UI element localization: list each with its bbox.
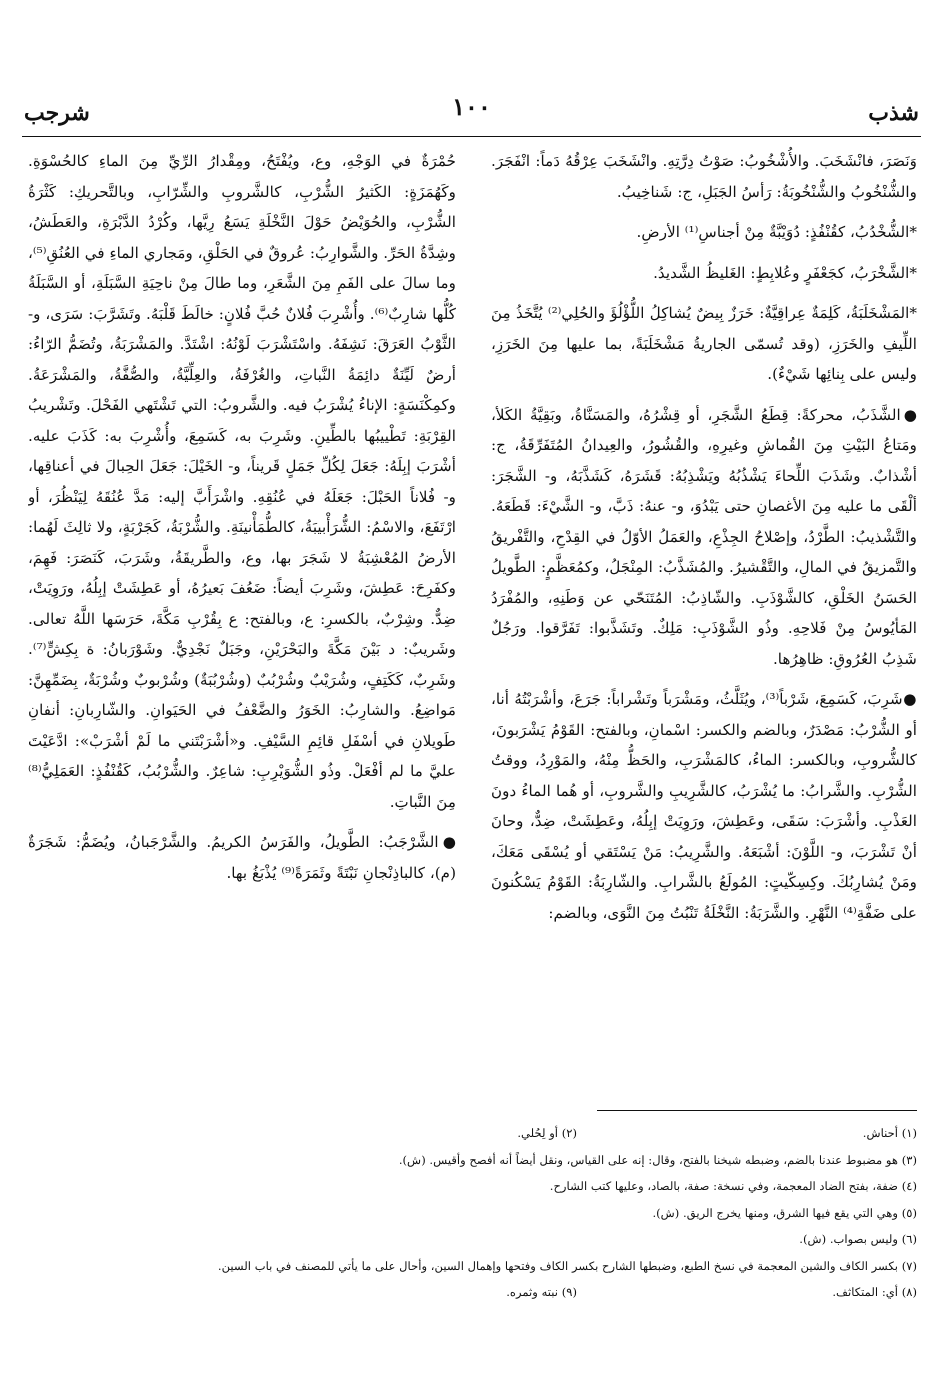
footnote-3: (٣) هو مضبوط عندنا بالضم، وضبطه شيخنا بالفتح، وقال: إنه على القياس، ونقل أيضاً أنه أفصح وأقيس. (ش). xyxy=(398,1152,917,1167)
footnote-5: (٥) وهي التي يقع فيها الشرق، ومنها يخرج الريق. (ش). xyxy=(652,1205,917,1220)
footnote-row xyxy=(30,1200,917,1227)
entry-shakhab: وَنَصَرَ، فانْشَخَبَ. والأُشْخُوبُ: صَوْتُ دِرَّتِهِ. وانْشَخَبَ عِرْقُهُ دَماً: انْفَجَرَ. والشُّنْخُوبُ والشُّنْخُوبَةُ: رَأسُ الجَبَلِ، ج: شَناخِيبُ. xyxy=(491,152,917,201)
header-left-word: شرجب xyxy=(24,100,90,126)
entry-sharjab: ●الشَّرْجَبُ: الطَّويلُ، والفَرَسُ الكريمُ. والشَّرْجَبانُ، ويُضَمُّ: شَجَرَةٌ (م)، كالباذِنْجانِ نَبْتَةً وثَمَرَةً⁽⁹⁾ يُذْبَغُ بها. xyxy=(28,833,456,882)
footnote-1: (١) أحناش. xyxy=(862,1126,917,1140)
page-header xyxy=(22,92,921,137)
header-right-word: شذب xyxy=(868,100,919,126)
page-number: ١٠٠ xyxy=(452,92,491,121)
footnote-row xyxy=(30,1279,917,1306)
entry-shariba: ●شَرِبَ، كَسَمِعَ، شَرْباً⁽³⁾، ويُثَلَّثُ، ومَشْرَباً وتَشْراباً: جَرَعَ، وأشْرَبْتُهُ أنا، أو الشُّرْبُ: مَصْدَرٌ، وبالضم والكسر: اسْمانِ، وبالفتح: القَوْمُ يَشْرَبونَ، كالشُّروبِ، وبالكسر: الماءُ، كالمَشْرَبِ، والحَظُّ مِنْهُ، والمَوْرِدُ، ووقتُ الشُّرْبِ. والشَّرابُ: ما يُشْرَبُ، كالشَّرِيبِ والشَّروبِ، أو هُما الماءُ دونَ العَذْبِ. وأشْرَبَ: سَقَى، وعَطِشَ، ورَوِيَتْ إبِلُهُ، وعَطِشَتْ، ضِدٌّ، وحانَ أنْ تَشْرَبَ، و- اللَّوْنَ: أشْبَعَهُ. والشَّرِيبُ: مَنْ يَسْتَقي أو يُسْقَى مَعَكَ، ومَنْ يُشارِبُكَ. وكِسِكّيتٍ: المُولَعُ بالشَّرابِ. والشّارِبَةُ: القَوْمُ يَسْكُنونَ على ضَفَّةِ⁽⁴⁾ النَّهْرِ. والشَّرَبَةُ: النَّخْلَةُ تَنْبُتُ مِنَ النَّوَى، وبالضم: xyxy=(491,690,917,922)
footnote-4: (٤) ضفة، بفتح الضاد المعجمة، وفي نسخة: صفة، بالصاد، وعليها كتب الشارح. xyxy=(549,1179,917,1193)
entry-shariba-continued: حُمْرَةٌ في الوَجْهِ، وع، ويُفْتَحُ، ومِقْدارُ الرِّيِّ مِنَ الماءِ كالحُسْوَةِ. وكَهُمَزَةٍ: الكَثيرُ الشُّرْبِ، كالشَّروبِ والشِّرّابِ، وبالتَّحريكِ: كَثْرَةُ الشُّرْبِ، والحُوَيْضُ حَوْلَ النَّخْلَةِ يَسَعُ رِيَّها، وكُرْدُ الدَّبْرَةِ، والعَطَشُ، وشِدَّةُ الحَرِّ. والشَّوارِبُ: عُروقٌ في الحَلْقِ، ومَجاري الماءِ في العُنُقِ⁽⁵⁾، وما سالَ على الفَمِ مِنَ الشَّعَرِ، وما طالَ مِنْ ناحِيَةِ السَّبَلَةِ، أو السَّبَلَةُ كُلُّها شارِبٌ⁽⁶⁾. وأُشْرِبَ فُلانٌ حُبَّ فُلانٍ: خالَطَ قَلْبَهُ. وتَشَرَّبَ: سَرَى، و- الثَّوْبُ العَرَقَ: نَشِفَهُ. واسْتَشْرَبَ لَوْنُهُ: اشْتَدَّ. والمَشْرَبَةُ، وتُضَمُّ الرّاءُ: أرضٌ لَيِّنَةٌ دائِمَةُ النَّباتِ، والغُرْفَةُ، والعِلِّيَّةُ، والصُّفَّةُ، والمَشْرَعَةُ. وكمِكْنَسَةٍ: الإناءُ يُشْرَبُ فيه. والشَّروبُ: التي تَشْتَهي الفَحْلَ. وتَشْريبُ القِرْبَةِ: تَطْييبُها بالطِّينِ. وشَرِبَ به، كَسَمِعَ، وأُشْرِبَ به: كَذَبَ عليه. أشْرَبَ إبِلَهُ: جَعَلَ لِكُلِّ جَمَلٍ قَريناً، و- الخَيْلَ: جَعَلَ الحِبالَ في أعناقِها، و- فُلاناً الحَبْلَ: جَعَلَهُ في عُنُقِهِ. واشْرَأَبَّ إليه: مَدَّ عُنُقَهُ لِيَنْظُرَ، أو ارْتَفَعَ، والاسْمُ: الشُّرَأْبيبَةُ، كالطُّمَأْنينَةِ. والشُّرْبَةُ، كَجَرْبَةٍ، ولا ثالِثَ لَهُما: الأرضُ المُعْشِبَةُ لا شَجَرَ بها، وع، والطَّريقَةُ، وشَرَبَ، كَنَصَرَ: فَهِمَ، وكفَرِحَ: عَطِشَ، وشَرِبَ أيضاً: ضَعُفَ بَعيرُهُ، أو عَطِشَتْ إبِلُهُ، ورَوِيَتْ، ضِدٌّ. وشِرْبٌ، بالكسرِ: ع، وبالفتح: ع بِقُرْبِ مَكَّةَ، حَرَسَها اللَّهُ تعالى. وشَريبٌ: د بَيْنَ مَكَّةَ والبَحْرَيْنِ، وجَبَلٌ نَجْدِيٌّ. وشَوْرَبانُ: ة بِكِشٍّ⁽⁷⁾. وشَرِبٌ، كَكَتِفٍ، وشُرَيْبٌ وشُرْبُبٌ (وشُرْبُبَةٌ) وشُرْبوبٌ وشُرْبَةٌ، بِضَمِّهِنَّ: مَواضِعُ. والشارِبُ: الخَوَرُ والضَّعْفُ في الحَيَوانِ. والشّارِبانِ: أنفانِ طَويلانِ في أسْفَلِ قائِمِ السَّيْفِ. و«أشْرَبْتَني ما لَمْ أشْرَبْ»: ادَّعَيْتَ عليَّ ما لم أفْعَلْ. وذُو الشُّوَيْرِبِ: شاعِرٌ. والشُّرْبُبُ، كَقُنْفُذٍ: العَمَلِيُّ⁽⁸⁾ مِنَ النَّباتِ. xyxy=(28,152,456,811)
footnote-row xyxy=(30,1147,917,1174)
entry-shadhab: ●الشَّذَبُ، محركةً: قِطَعُ الشَّجَرِ، أو قِشْرُهُ، والمَسَنَّاةُ، وبَقِيَّةُ الكَلأ، ومَتاعُ البَيْتِ مِنَ القُماشِ وغيرِهِ، والقُشُورُ، والعِيدانُ المُتَفَرِّقَةُ، ج: أشْذابٌ. وشَذَبَ اللِّحاءَ يَشْذُبُهُ ويَشْذِبُهُ: قَشَرَهُ، كَشَذَّبَهُ، و- الشَّجَرَ: ألْقَى ما عليه مِنَ الأغصانِ حتى يَبْدُوَ، و- عنهُ: ذَبَّ، و- الشَّيْءَ: قَطَعَهُ. والتَّشْذيبُ: الطَّرْدُ، وإصْلاحُ الجِذْعِ، والعَمَلُ الأوّلُ في القِدْحِ، والتَّفْريقُ والتَّمزيقُ في المالِ، والتَّقْشيرُ. والمُشَذَّبُ: المِنْجَلُ، وكمُعَظَّمٍ: الطَّويلُ الحَسَنُ الخَلْقِ، كالشَّوْذَبِ. والشّاذِبُ: المُتَنَحّي عن وَطَنِهِ، والمُفْرَدُ المَأيُوسُ مِنْ فَلاحِهِ. وذُو الشَّوْذَبِ: مَلِكٌ. وتَشَذَّبوا: تَفَرَّقوا. ورَجُلٌ شَذِبُ العُرُوقِ: ظاهِرُها. xyxy=(491,405,917,668)
footnote-7: (٧) بكسر الكاف والشين المعجمة في نسخ الطبع، وضبطها الشارح بكسر الكاف وفتحها وإهمال السين، وأحال على ما يأتي للمصنف في باب السين. xyxy=(217,1258,917,1273)
footnote-row xyxy=(30,1226,917,1253)
entry-mashkhalaba: *المَشْخَلَبَةُ، كَلِمَةٌ عِراقِيَّةٌ: خَرَزٌ بِيضٌ يُشاكِلُ اللُّؤْلُؤَ والحُلِي⁽²⁾ يُتَّخَذُ مِنَ اللِّيفِ والخَرَزِ، (وقد تُسمّى الجاريةُ مَشْخَلَبَةً، بما عليها مِنَ الخَرَزِ، وليس على بِنائِها شَيْءٌ). xyxy=(491,304,917,383)
footnote-9: (٩) نبته وثمره. xyxy=(506,1285,577,1299)
footnote-row xyxy=(30,1120,917,1147)
left-column xyxy=(28,146,456,1086)
footnotes xyxy=(30,1120,917,1306)
footnote-2: (٢) أو لِحُلي. xyxy=(517,1126,577,1140)
footnote-8: (٨) أي: المتكاثف. xyxy=(832,1285,917,1299)
right-column xyxy=(491,146,917,1086)
entry-shakhrab: *الشَّخْرَبُ، كجَعْفَرٍ وعُلابِطٍ: الغَليظُ الشَّديدُ. xyxy=(653,263,917,282)
footnote-divider xyxy=(597,1110,917,1111)
footnote-row xyxy=(30,1173,917,1200)
entry-shukhdub: *الشُّخْدُبُ، كقُنْفُذٍ: دُوَيْبَّةٌ مِنْ أجناسِ⁽¹⁾ الأرضِ. xyxy=(636,223,917,241)
footnote-6: (٦) وليس بصواب. (ش). xyxy=(799,1232,917,1246)
footnote-row xyxy=(30,1253,917,1280)
